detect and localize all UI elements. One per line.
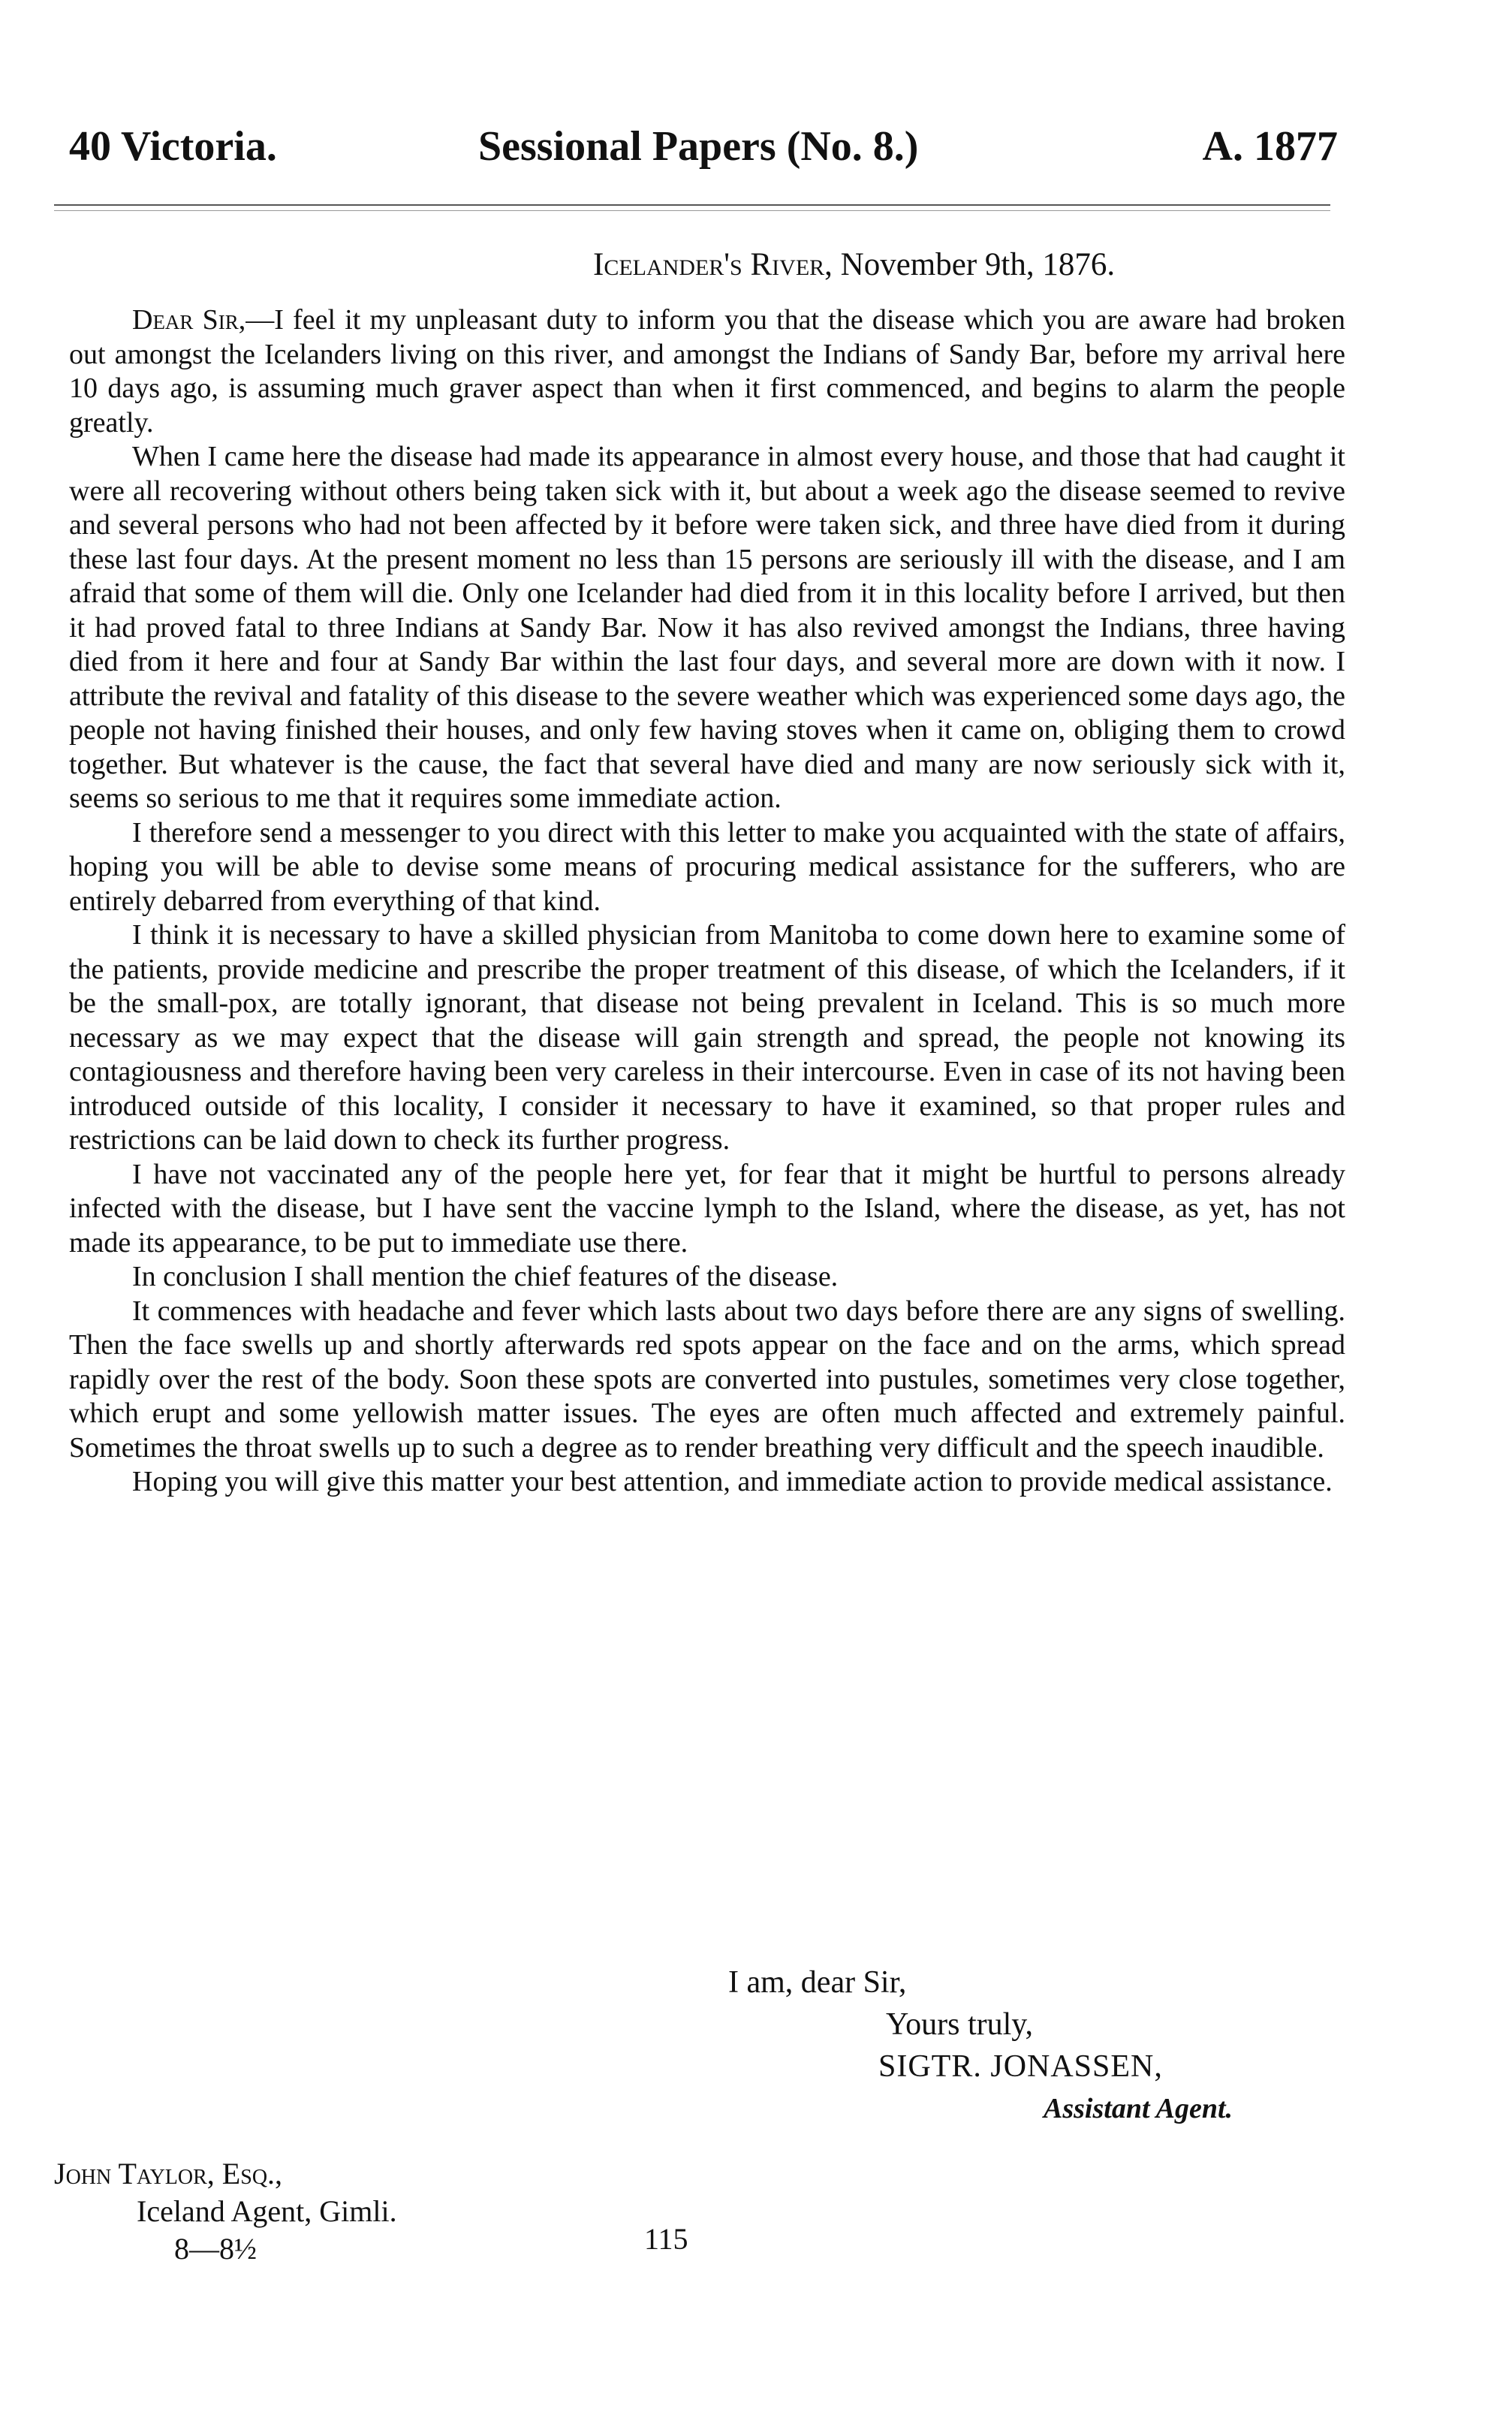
letter-salutation: Dear Sir, xyxy=(132,304,246,336)
letter-date: November 9th, 1876. xyxy=(832,247,1116,282)
header-sessional-papers: Sessional Papers (No. 8.) xyxy=(478,123,919,170)
letter-paragraph: I have not vaccinated any of the people here yet, for fear that it might be hurtful to persons already infected with the disease, but I have sent the vaccine lymph to the Island, where the disease, as yet, has not made its appearance, to be put to immediate use there. xyxy=(69,1158,1345,1259)
letter-paragraph: I therefore send a messenger to you direct with this letter to make you acquainted with the state of affairs, hoping you will be able to devise some means of procuring medical assistance for the sufferers, who are entirely debarred from everything of that kind. xyxy=(69,816,1345,917)
letter-paragraph: In conclusion I shall mention the chief features of the disease. xyxy=(132,1261,839,1292)
signer-title: Assistant Agent. xyxy=(1044,2093,1233,2124)
header-rule xyxy=(54,204,1330,206)
complimentary-close: Yours truly, xyxy=(886,2007,1034,2042)
page-number: 115 xyxy=(644,2222,688,2256)
letter-place: Icelander's River, xyxy=(593,247,833,282)
header-rule-secondary xyxy=(54,210,1330,211)
addressee-block xyxy=(54,2155,397,2268)
letter-paragraph: Dear Sir,—I feel it my unpleasant duty to inform you that the disease which you are aware had broken out amongst the Icelanders living on this river, and amongst the Indians of Sandy Bar, before my arrival here 10 days ago, is assuming much graver aspect than when it first commenced, and begins to alarm the people greatly. xyxy=(69,304,1345,439)
header-year: A. 1877 xyxy=(1202,123,1338,170)
addressee-position: Iceland Agent, Gimli. xyxy=(137,2194,397,2228)
signature: SIGTR. JONASSEN, xyxy=(878,2049,1163,2084)
document-reference: 8—8½ xyxy=(174,2232,257,2266)
letter-paragraph: It commences with headache and fever which lasts about two days before there are any signs of swelling. Then the face swells up and shortly afterwards red spots appear on the face and on the arms, which spread rapidly over the rest of the body. Soon these spots are converted into pustules, sometimes very close together, which erupt and some yellowish matter issues. The eyes are often much affected and extremely painful. Sometimes the throat swells up to such a degree as to render breathing very difficult and the speech inaudible. xyxy=(69,1295,1345,1464)
letter-dateline xyxy=(593,246,1115,283)
letter-paragraph: When I came here the disease had made its appearance in almost every house, and those that had caught it were all recovering without others being taken sick with it, but about a week ago the disease seemed to revive and several persons who had not been affected by it before were taken sick, and three have died from it during these last four days. At the present moment no less than 15 persons are seriously ill with the disease, and I am afraid that some of them will die. Only one Icelander had died from it in this locality before I arrived, but then it had proved fatal to three Indians at Sandy Bar. Now it has also revived amongst the Indians, three having died from it here and four at Sandy Bar within the last four days, and several more are down with it now. I attribute the revival and fatality of this disease to the severe weather which was experienced some days ago, the people not having finished their houses, and only few having stoves when it came on, obliging them to crowd together. But whatever is the cause, the fact that several have died and many are now seriously sick with it, seems so serious to me that it requires some immediate action. xyxy=(69,441,1345,814)
letter-paragraph: I think it is necessary to have a skilled physician from Manitoba to come down here to examine some of the patients, provide medicine and prescribe the proper treatment of this disease, of which the Icelanders, if it be the small-pox, are totally ignorant, that disease not being prevalent in Iceland. This is so much more necessary as we may expect that the disease will gain strength and spread, the people not knowing its contagiousness and therefore having been very careless in their intercourse. Even in case of its not having been introduced outside of this locality, I consider it necessary to have it examined, so that proper rules and restrictions can be laid down to check its further progress. xyxy=(69,919,1345,1156)
letter-closing xyxy=(728,1961,1233,2130)
running-header xyxy=(69,113,1338,180)
closing-line: I am, dear Sir, xyxy=(728,1965,907,2000)
addressee-name: John Taylor, Esq., xyxy=(54,2157,283,2190)
header-regnal-year: 40 Victoria. xyxy=(69,123,277,170)
letter-body xyxy=(69,303,1345,1500)
letter-paragraph: Hoping you will give this matter your best attention, and immediate action to provide medical assistance. xyxy=(132,1466,1333,1497)
